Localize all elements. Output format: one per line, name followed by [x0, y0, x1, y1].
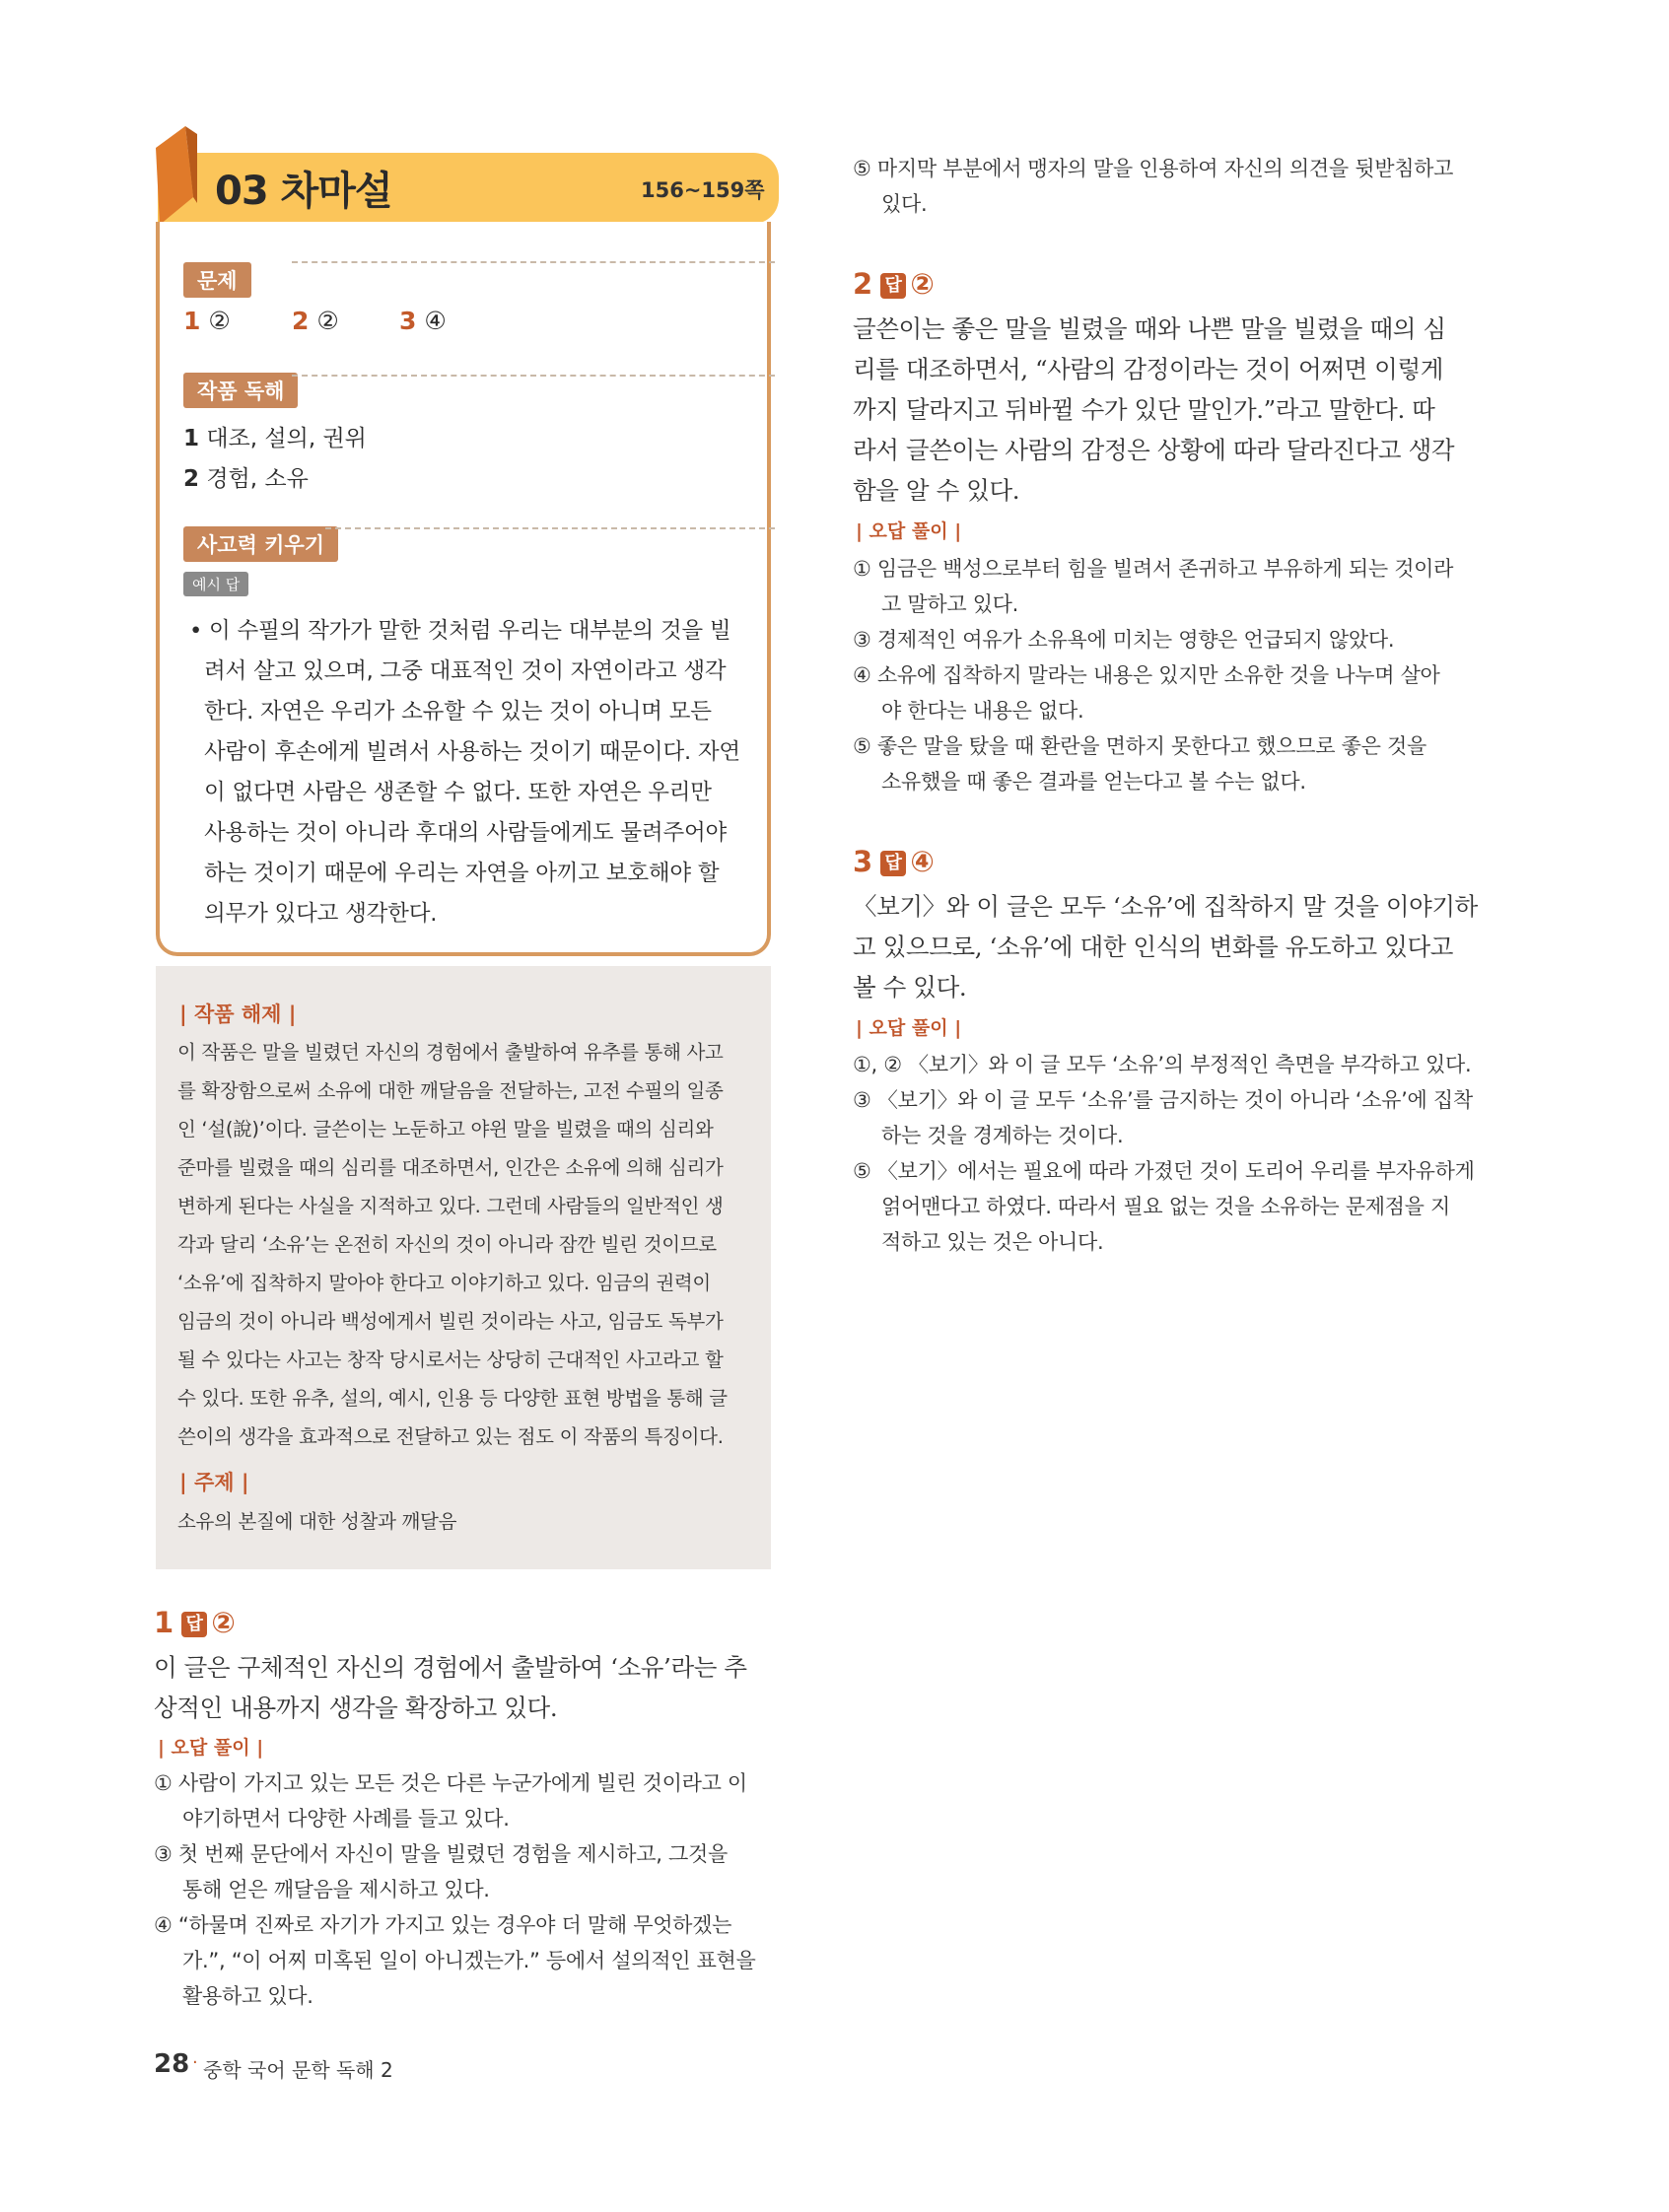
- q2-wrong-item: ① 임금은 백성으로부터 힘을 빌려서 존귀하고 부유하게 되는 것이라: [853, 557, 1454, 581]
- q2-wrong-item: ④ 소유에 집착하지 말라는 내용은 있지만 소유한 것을 나누며 살아: [853, 663, 1440, 687]
- commentary-line: 각과 달리 ‘소유’는 온전히 자신의 것이 아니라 잠깐 빌린 것이므로: [177, 1233, 717, 1256]
- example-line: 의무가 있다고 생각한다.: [204, 901, 438, 927]
- q2-heading: 2 답 ②: [853, 267, 935, 301]
- q3-wrong-item: 하는 것을 경계하는 것이다.: [881, 1124, 1124, 1147]
- thinking-tag: 사고력 키우기: [183, 526, 338, 562]
- example-line: 사용하는 것이 아니라 후대의 사람들에게도 물려주어야: [204, 820, 728, 846]
- commentary-line: 쓴이의 생각을 효과적으로 전달하고 있는 점도 이 작품의 특징이다.: [177, 1425, 724, 1448]
- divider: [292, 261, 775, 263]
- example-answer-badge: 예시 답: [183, 572, 248, 596]
- q2-wrong-item: ⑤ 좋은 말을 탔을 때 환란을 면하지 못한다고 했으므로 좋은 것을: [853, 734, 1426, 758]
- q3-wrong-item: ①, ② 〈보기〉와 이 글 모두 ‘소유’의 부정적인 측면을 부각하고 있다.: [853, 1053, 1472, 1076]
- page-number: 28: [154, 2049, 190, 2079]
- example-line: • 이 수필의 작가가 말한 것처럼 우리는 대부분의 것을 빌: [189, 618, 731, 644]
- commentary-label: | 작품 해제 |: [179, 1002, 297, 1026]
- commentary-line: 이 작품은 말을 빌렸던 자신의 경험에서 출발하여 유추를 통해 사고: [177, 1041, 724, 1064]
- q1-wrong-item: ④ “하물며 진짜로 자기가 가지고 있는 경우야 더 말해 무엇하겠는: [154, 1913, 732, 1937]
- commentary-line: 를 확장함으로써 소유에 대한 깨달음을 전달하는, 고전 수필의 일종: [177, 1079, 724, 1102]
- q1-wrong-item: 활용하고 있다.: [182, 1984, 313, 2008]
- q1-wrong-item: 가.”, “이 어찌 미혹된 일이 아니겠는가.” 등에서 설의적인 표현을: [182, 1949, 756, 1972]
- q2-explanation-line: 리를 대조하면서, “사람의 감정이라는 것이 어쩌면 이렇게: [853, 355, 1443, 383]
- q3-wrong-label: | 오답 풀이 |: [856, 1017, 962, 1039]
- q2-wrong-item: 고 말하고 있다.: [881, 592, 1019, 616]
- q1-wrong-item: ⑤ 마지막 부분에서 맹자의 말을 인용하여 자신의 의견을 뒷받침하고: [853, 157, 1454, 180]
- q2-explanation-line: 함을 알 수 있다.: [853, 476, 1020, 505]
- page-range: 156~159쪽: [641, 178, 765, 202]
- q3-wrong-item: 적하고 있는 것은 아니다.: [881, 1230, 1104, 1254]
- commentary-line: 수 있다. 또한 유추, 설의, 예시, 인용 등 다양한 표현 방법을 통해 글: [177, 1387, 728, 1410]
- title-spine-decoration: [156, 126, 197, 225]
- q1-heading: 1 답 ②: [154, 1606, 236, 1639]
- reading-tag: 작품 독해: [183, 373, 298, 408]
- q3-explanation-line: 고 있으므로, ‘소유’에 대한 인식의 변화를 유도하고 있다고: [853, 933, 1454, 961]
- q2-explanation-line: 까지 달라지고 뒤바뀔 수가 있단 말인가.”라고 말한다. 따: [853, 395, 1435, 424]
- q2-wrong-item: ③ 경제적인 여유가 소유욕에 미치는 영향은 언급되지 않았다.: [853, 628, 1395, 652]
- book-title: 중학 국어 문학 독해 2: [203, 2058, 393, 2082]
- commentary-line: 준마를 빌렸을 때의 심리를 대조하면서, 인간은 소유에 의해 심리가: [177, 1156, 724, 1179]
- theme-label: | 주제 |: [179, 1471, 249, 1494]
- q2-wrong-label: | 오답 풀이 |: [856, 520, 962, 542]
- example-line: 하는 것이기 때문에 우리는 자연을 아끼고 보호해야 할: [204, 861, 720, 886]
- problem-answer-3: 3 ④: [399, 307, 447, 335]
- theme-text: 소유의 본질에 대한 성찰과 깨달음: [177, 1510, 457, 1533]
- commentary-line: 임금의 것이 아니라 백성에게서 빌린 것이라는 사고, 임금도 독부가: [177, 1310, 724, 1333]
- q1-wrong-item: 있다.: [881, 192, 928, 216]
- q1-wrong-item: 야기하면서 다양한 사례를 들고 있다.: [182, 1807, 510, 1831]
- problem-answer-2: 2 ②: [292, 307, 339, 335]
- q2-wrong-item: 야 한다는 내용은 없다.: [881, 699, 1084, 723]
- q1-explanation-line: 상적인 내용까지 생각을 확장하고 있다.: [154, 1694, 558, 1722]
- q1-explanation-line: 이 글은 구체적인 자신의 경험에서 출발하여 ‘소유’라는 추: [154, 1653, 747, 1682]
- reading-answer-2: 2 경험, 소유: [183, 466, 309, 492]
- example-line: 사람이 후손에게 빌려서 사용하는 것이기 때문이다. 자연: [204, 739, 740, 765]
- commentary-line: ‘소유’에 집착하지 말아야 한다고 이야기하고 있다. 임금의 권력이: [177, 1272, 711, 1294]
- example-line: 려서 살고 있으며, 그중 대표적인 것이 자연이라고 생각: [204, 658, 727, 684]
- q2-explanation-line: 라서 글쓴이는 사람의 감정은 상황에 따라 달라진다고 생각: [853, 436, 1455, 464]
- q3-wrong-item: ⑤ 〈보기〉에서는 필요에 따라 가졌던 것이 도리어 우리를 부자유하게: [853, 1159, 1475, 1183]
- q3-wrong-item: 얽어맨다고 하였다. 따라서 필요 없는 것을 소유하는 문제점을 지: [881, 1195, 1451, 1218]
- commentary-line: 변하게 된다는 사실을 지적하고 있다. 그런데 사람들의 일반적인 생: [177, 1195, 724, 1217]
- footer-separator: ·: [192, 2052, 198, 2073]
- q3-heading: 3 답 ④: [853, 845, 935, 878]
- q3-explanation-line: 〈보기〉와 이 글은 모두 ‘소유’에 집착하지 말 것을 이야기하: [853, 892, 1478, 921]
- q2-explanation-line: 글쓴이는 좋은 말을 빌렸을 때와 나쁜 말을 빌렸을 때의 심: [853, 314, 1446, 343]
- example-line: 이 없다면 사람은 생존할 수 없다. 또한 자연은 우리만: [204, 780, 712, 805]
- problem-tag: 문제: [183, 262, 251, 298]
- section-title: [215, 160, 392, 216]
- divider: [325, 527, 775, 529]
- example-line: 한다. 자연은 우리가 소유할 수 있는 것이 아니며 모든: [204, 699, 712, 725]
- reading-answer-1: 1 대조, 설의, 권위: [183, 426, 367, 451]
- q3-explanation-line: 볼 수 있다.: [853, 973, 967, 1002]
- q1-wrong-item: ① 사람이 가지고 있는 모든 것은 다른 누군가에게 빌린 것이라고 이: [154, 1771, 747, 1795]
- divider: [292, 375, 775, 377]
- problem-answer-1: 1 ②: [183, 307, 231, 335]
- commentary-line: 될 수 있다는 사고는 창작 당시로서는 상당히 근대적인 사고라고 할: [177, 1348, 724, 1371]
- q2-wrong-item: 소유했을 때 좋은 결과를 얻는다고 볼 수는 없다.: [881, 770, 1306, 794]
- section-number: 03: [215, 169, 268, 214]
- commentary-line: 인 ‘설(說)’이다. 글쓴이는 노둔하고 야윈 말을 빌렸을 때의 심리와: [177, 1118, 714, 1141]
- q3-wrong-item: ③ 〈보기〉와 이 글 모두 ‘소유’를 금지하는 것이 아니라 ‘소유’에 집착: [853, 1088, 1473, 1112]
- q1-wrong-item: 통해 얻은 깨달음을 제시하고 있다.: [182, 1878, 490, 1901]
- q1-wrong-item: ③ 첫 번째 문단에서 자신이 말을 빌렸던 경험을 제시하고, 그것을: [154, 1842, 728, 1866]
- q1-wrong-label: | 오답 풀이 |: [158, 1737, 264, 1759]
- section-name: 차마설: [280, 169, 392, 214]
